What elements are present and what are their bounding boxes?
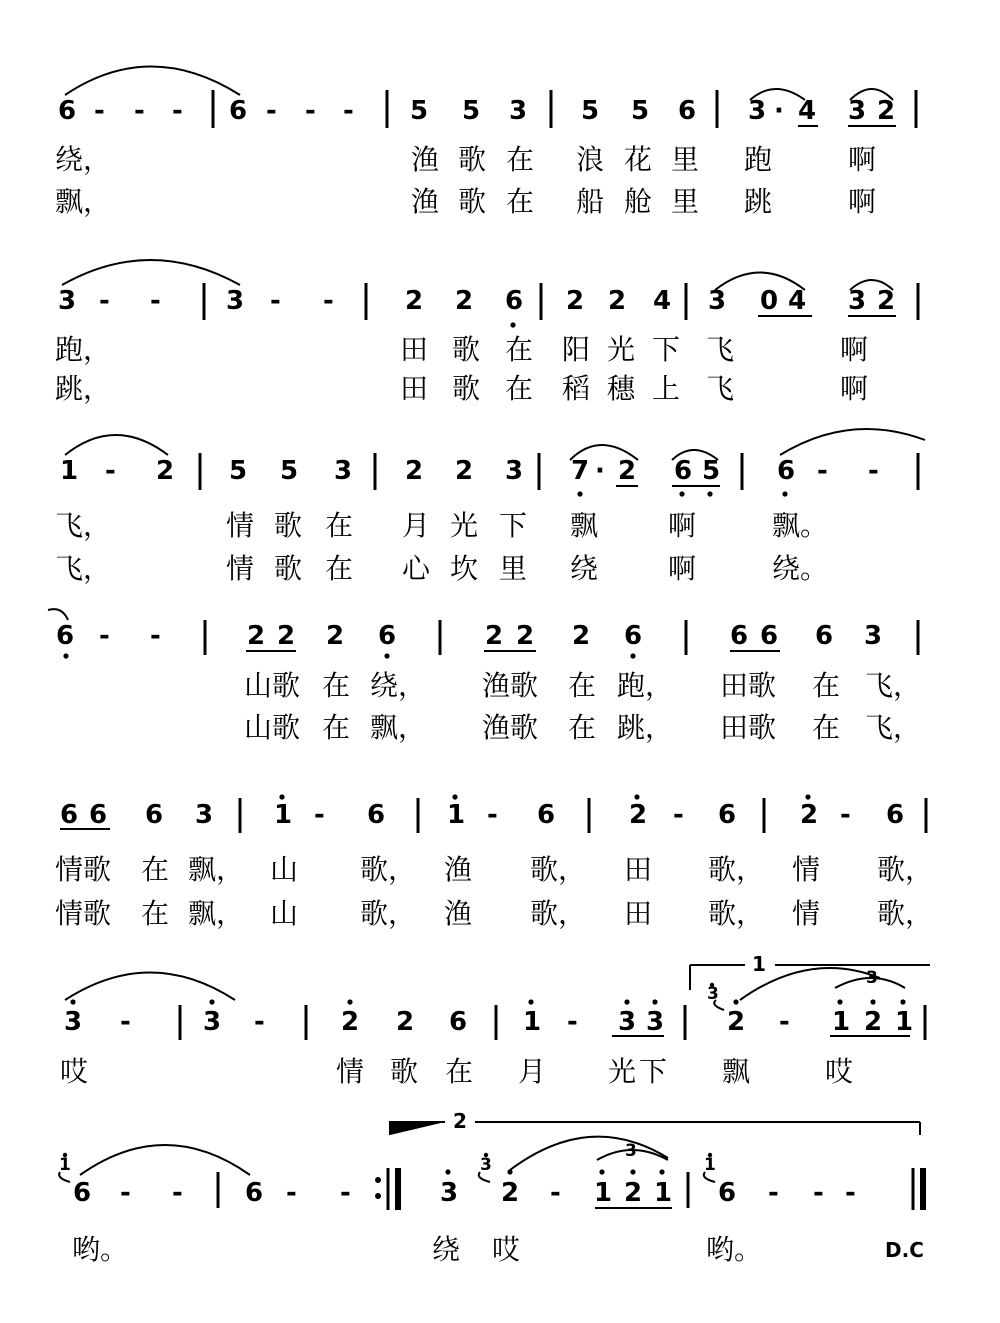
lyric: 歌	[390, 1055, 419, 1088]
note: 6	[367, 800, 386, 830]
upper-octave-dot	[837, 999, 842, 1004]
lyric: 飞，	[865, 711, 922, 744]
lyric: 渔	[444, 897, 473, 930]
note: -	[487, 800, 498, 830]
lyric: 飘，	[370, 711, 427, 744]
lyric: 船	[576, 185, 605, 218]
note: 2	[455, 286, 474, 316]
repeat-dot	[375, 1193, 381, 1199]
upper-octave-dot	[528, 999, 533, 1004]
tie-arc	[65, 973, 235, 1001]
note: 6	[89, 800, 108, 830]
lyric: 绕，	[55, 143, 112, 176]
upper-octave-dot	[347, 999, 352, 1004]
lyric: 啊	[668, 509, 697, 542]
note: 2	[877, 286, 896, 316]
lower-octave-dot	[577, 491, 582, 496]
da-capo-mark: D.C	[885, 1238, 924, 1262]
note: 7	[571, 456, 590, 486]
note: 1	[895, 1007, 914, 1037]
note: 2	[341, 1007, 360, 1037]
lyric: 在	[325, 552, 354, 585]
lyric: 田	[624, 853, 653, 886]
tie-arc	[62, 260, 240, 285]
lyric: 歌，	[530, 853, 587, 886]
note: -	[99, 286, 110, 316]
upper-octave-dot	[805, 794, 810, 799]
note: -	[120, 1007, 131, 1037]
lyric: 舱	[624, 185, 653, 218]
lyric: 歌，	[360, 853, 417, 886]
note: 5	[280, 456, 299, 486]
lyric: 跑，	[617, 669, 674, 702]
lyric: 下	[639, 1055, 668, 1088]
note: 3	[440, 1178, 459, 1208]
lyric: 山歌	[244, 711, 301, 744]
note: 3	[509, 96, 528, 126]
lyric: 飘，	[55, 185, 112, 218]
lyric: 在	[445, 1055, 474, 1088]
note: 1	[274, 800, 293, 830]
lyric: 飞，	[865, 669, 922, 702]
note: 4	[788, 286, 807, 316]
lyric: 在	[322, 669, 351, 702]
note: -	[305, 96, 316, 126]
note: 5	[229, 456, 248, 486]
note: 4	[653, 286, 672, 316]
note: 3	[708, 286, 727, 316]
lyric: 月	[518, 1055, 547, 1088]
lyric: 歌，	[708, 897, 765, 930]
note: 5	[462, 96, 481, 126]
lyric: 情	[792, 897, 821, 930]
note: 2	[405, 286, 424, 316]
lyric: 啊	[840, 333, 869, 366]
note: 6	[815, 621, 834, 651]
lyric: 情	[792, 853, 821, 886]
lyric: 绕。	[772, 552, 829, 585]
lyric: 田歌	[720, 669, 777, 702]
lyric: 歌，	[360, 897, 417, 930]
note: 6	[730, 621, 749, 651]
note: 1	[654, 1178, 673, 1208]
lyric: 情	[226, 552, 255, 585]
grace-note: 3	[480, 1155, 492, 1175]
note: 6	[245, 1178, 264, 1208]
tie-arc	[48, 609, 68, 620]
lyric: 歌	[458, 143, 487, 176]
lyric: 在	[812, 711, 841, 744]
lower-octave-dot	[63, 653, 68, 658]
lyric: 花	[624, 143, 653, 176]
lyric: 啊	[840, 372, 869, 405]
note: -	[99, 621, 110, 651]
lyric: 渔	[411, 185, 440, 218]
note: -	[845, 1178, 856, 1208]
lyric: 穗	[607, 372, 636, 405]
lyric: 在	[506, 143, 535, 176]
upper-octave-dot	[279, 794, 284, 799]
lyric: 歌，	[877, 897, 934, 930]
lyric: 飞	[706, 333, 735, 366]
note: 1	[832, 1007, 851, 1037]
lyric: 飘，	[188, 853, 245, 886]
lyric: 心	[402, 552, 431, 585]
lyric: 在	[325, 509, 354, 542]
lyric: 情	[336, 1055, 365, 1088]
grace-note: 1	[704, 1155, 716, 1175]
note: -	[105, 456, 116, 486]
upper-octave-dot	[870, 999, 875, 1004]
note: 2	[326, 621, 345, 651]
lyric: 飞	[706, 372, 735, 405]
lyric: 哟。	[706, 1233, 763, 1266]
note: -	[340, 1178, 351, 1208]
note: 6	[678, 96, 697, 126]
note: 6	[537, 800, 556, 830]
note: 6	[718, 800, 737, 830]
lyric: 歌	[274, 552, 303, 585]
note: 3	[58, 286, 77, 316]
lyric: 渔	[411, 143, 440, 176]
lyric: 哎	[825, 1055, 854, 1088]
note: 2	[618, 456, 637, 486]
note: -	[323, 286, 334, 316]
note: 6	[378, 621, 397, 651]
note: 2	[629, 800, 648, 830]
note: 3	[748, 96, 767, 126]
lyric: 哎	[60, 1055, 89, 1088]
lyric: 飘	[722, 1055, 751, 1088]
note: 2	[485, 621, 504, 651]
lyric: 光	[607, 333, 636, 366]
note: 4	[798, 96, 817, 126]
lyric: 飘。	[772, 509, 829, 542]
lyric: 绕，	[370, 669, 427, 702]
lyric: 在	[141, 897, 170, 930]
lower-octave-dot	[782, 491, 787, 496]
note: 5	[631, 96, 650, 126]
note: 6	[58, 96, 77, 126]
lyric: 里	[499, 552, 528, 585]
lyric: 哟。	[72, 1233, 129, 1266]
note: 2	[566, 286, 585, 316]
note: 3	[334, 456, 353, 486]
lyric: 上	[652, 372, 681, 405]
note: 5	[410, 96, 429, 126]
lyric: 在	[322, 711, 351, 744]
lower-octave-dot	[384, 653, 389, 658]
upper-octave-dot	[652, 999, 657, 1004]
note: 2	[277, 621, 296, 651]
lyric: 歌，	[877, 853, 934, 886]
lyric: 歌	[274, 509, 303, 542]
lyric: 飘	[570, 509, 599, 542]
grace-note: 1	[59, 1155, 71, 1175]
lower-octave-dot	[630, 653, 635, 658]
lyric: 跑，	[55, 333, 112, 366]
volta-bracket	[390, 1122, 445, 1135]
lyric: 在	[505, 372, 534, 405]
note: 2	[864, 1007, 883, 1037]
repeat-dot	[375, 1177, 381, 1183]
note: -	[813, 1178, 824, 1208]
note: 5	[581, 96, 600, 126]
note: 2	[624, 1178, 643, 1208]
note: -	[270, 286, 281, 316]
lyric: 情歌	[55, 897, 112, 930]
note: 3	[848, 286, 867, 316]
note: -	[779, 1007, 790, 1037]
upper-octave-dot	[733, 999, 738, 1004]
note: 3	[203, 1007, 222, 1037]
lyric: 下	[652, 333, 681, 366]
slur-arc	[65, 435, 168, 455]
note: -	[150, 286, 161, 316]
lyric: 跳，	[617, 711, 674, 744]
lyric: 阳	[562, 333, 591, 366]
note: -	[254, 1007, 265, 1037]
note: 2	[156, 456, 175, 486]
note: 2	[877, 96, 896, 126]
upper-octave-dot	[209, 999, 214, 1004]
note: 5	[702, 456, 721, 486]
upper-octave-dot	[634, 794, 639, 799]
lyric: 啊	[668, 552, 697, 585]
note: -	[94, 96, 105, 126]
note: 3	[848, 96, 867, 126]
lyric: 光	[450, 509, 479, 542]
lyric: 绕	[570, 552, 599, 585]
note: 6	[60, 800, 79, 830]
upper-octave-dot	[900, 999, 905, 1004]
note: -	[172, 96, 183, 126]
lyric: 渔	[444, 853, 473, 886]
note: -	[266, 96, 277, 126]
lyric: 飘，	[188, 897, 245, 930]
note: 2	[405, 456, 424, 486]
upper-octave-dot	[599, 1169, 604, 1174]
lyric: 啊	[848, 143, 877, 176]
note: 6	[777, 456, 796, 486]
note: -	[567, 1007, 578, 1037]
slur-arc	[510, 1137, 668, 1170]
lyric: 跳，	[55, 372, 112, 405]
note: ·	[774, 96, 784, 126]
lyric: 飞，	[55, 552, 112, 585]
note: -	[134, 96, 145, 126]
lyric: 稻	[562, 372, 591, 405]
note: 3	[864, 621, 883, 651]
lyric: 田	[624, 897, 653, 930]
note: -	[817, 456, 828, 486]
note: 6	[886, 800, 905, 830]
tie-arc	[780, 429, 925, 455]
note: 6	[73, 1178, 92, 1208]
lyric: 光	[608, 1055, 637, 1088]
note: 2	[727, 1007, 746, 1037]
upper-octave-dot	[452, 794, 457, 799]
first-ending-label: 1	[752, 952, 766, 976]
note: 6	[624, 621, 643, 651]
second-ending-label: 2	[453, 1109, 467, 1133]
upper-octave-dot	[445, 1169, 450, 1174]
lyric: 山	[270, 897, 299, 930]
lyric: 歌，	[708, 853, 765, 886]
note: 3	[618, 1007, 637, 1037]
note: -	[172, 1178, 183, 1208]
grace-note: 3	[707, 984, 719, 1004]
lyric: 里	[671, 143, 700, 176]
note: 6	[56, 621, 75, 651]
lyric: 在	[812, 669, 841, 702]
lyric: 歌，	[530, 897, 587, 930]
lyric: 月	[402, 509, 431, 542]
lyric: 里	[671, 185, 700, 218]
note: 6	[505, 286, 524, 316]
note: 1	[523, 1007, 542, 1037]
note: -	[120, 1178, 131, 1208]
lyric: 山	[270, 853, 299, 886]
note: 6	[145, 800, 164, 830]
note: 1	[60, 456, 79, 486]
lyric: 田	[400, 372, 429, 405]
note: 2	[572, 621, 591, 651]
note: -	[550, 1178, 561, 1208]
lyric: 啊	[848, 185, 877, 218]
note: -	[343, 96, 354, 126]
lyric: 歌	[452, 372, 481, 405]
note: -	[840, 800, 851, 830]
triplet-label: 3	[625, 1141, 637, 1161]
lyric: 田	[400, 333, 429, 366]
lyric: 渔歌	[482, 711, 539, 744]
note: 1	[447, 800, 466, 830]
lyric: 跑	[744, 143, 773, 176]
lyric: 飞，	[55, 509, 112, 542]
note: 2	[455, 456, 474, 486]
note: 6	[674, 456, 693, 486]
note: 3	[226, 286, 245, 316]
lyric: 在	[568, 669, 597, 702]
lyric: 哎	[492, 1233, 521, 1266]
note: 3	[505, 456, 524, 486]
lower-octave-dot	[510, 322, 515, 327]
note: 3	[646, 1007, 665, 1037]
note: -	[150, 621, 161, 651]
lyric: 绕	[432, 1233, 461, 1266]
lyric: 情歌	[55, 853, 112, 886]
note: 2	[501, 1178, 520, 1208]
note: ·	[595, 456, 605, 486]
tie-arc	[80, 1145, 250, 1175]
note: 2	[396, 1007, 415, 1037]
lyric: 情	[226, 509, 255, 542]
note: -	[868, 456, 879, 486]
note: 6	[449, 1007, 468, 1037]
note: 6	[760, 621, 779, 651]
note: 2	[247, 621, 266, 651]
note: 2	[516, 621, 535, 651]
lower-octave-dot	[707, 491, 712, 496]
upper-octave-dot	[659, 1169, 664, 1174]
lyric: 跳	[744, 185, 773, 218]
upper-octave-dot	[507, 1169, 512, 1174]
note: 3	[195, 800, 214, 830]
lyric: 渔歌	[482, 669, 539, 702]
lyric: 在	[568, 711, 597, 744]
note: 2	[800, 800, 819, 830]
lyric: 田歌	[720, 711, 777, 744]
upper-octave-dot	[630, 1169, 635, 1174]
note: 0	[760, 286, 779, 316]
lyric: 下	[499, 509, 528, 542]
note: -	[768, 1178, 779, 1208]
lyric: 山歌	[244, 669, 301, 702]
note: -	[286, 1178, 297, 1208]
note: 3	[64, 1007, 83, 1037]
note: 6	[718, 1178, 737, 1208]
note: 6	[229, 96, 248, 126]
triplet-label: 3	[866, 968, 878, 988]
lyric: 歌	[452, 333, 481, 366]
lyric: 歌	[458, 185, 487, 218]
lyric: 在	[141, 853, 170, 886]
note: -	[314, 800, 325, 830]
note: -	[673, 800, 684, 830]
lyric: 在	[505, 333, 534, 366]
lyric: 坎	[450, 552, 479, 585]
lower-octave-dot	[679, 491, 684, 496]
note: 1	[594, 1178, 613, 1208]
upper-octave-dot	[624, 999, 629, 1004]
note: 2	[608, 286, 627, 316]
lyric: 在	[506, 185, 535, 218]
upper-octave-dot	[70, 999, 75, 1004]
lyric: 浪	[576, 143, 605, 176]
